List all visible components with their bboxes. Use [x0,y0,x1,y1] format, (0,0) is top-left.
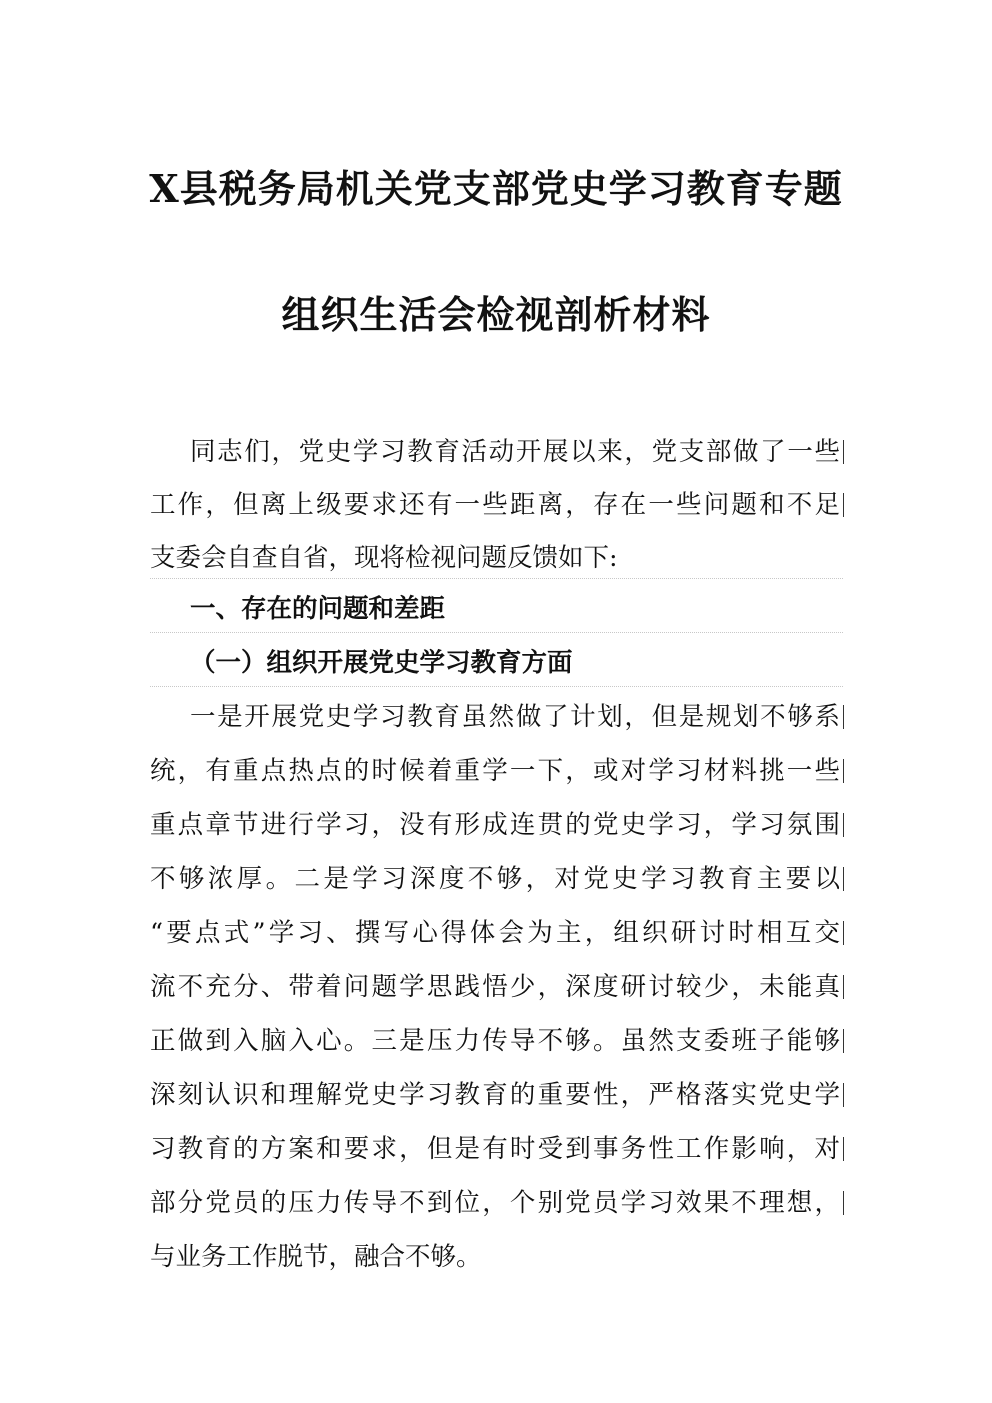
body-line: 不够浓厚。二是学习深度不够，对党史学习教育主要以 [150,864,840,894]
margin-mark [843,813,844,837]
margin-mark [843,440,844,464]
body-line: 流不充分、带着问题学思践悟少，深度研讨较少，未能真 [150,972,840,1002]
body-line: 一是开展党史学习教育虽然做了计划，但是规划不够系 [190,702,840,732]
margin-mark [843,493,844,517]
margin-mark [843,975,844,999]
paragraph-divider [150,686,843,687]
body-line: 部分党员的压力传导不到位，个别党员学习效果不理想， [150,1188,840,1218]
margin-mark [843,759,844,783]
section-heading: 一、存在的问题和差距 [190,594,446,624]
body-line: 正做到入脑入心。三是压力传导不够。虽然支委班子能够 [150,1026,840,1056]
margin-mark [843,705,844,729]
body-line: 深刻认识和理解党史学习教育的重要性，严格落实党史学 [150,1080,840,1110]
intro-line: 同志们，党史学习教育活动开展以来，党支部做了一些 [190,437,840,467]
margin-mark [843,1029,844,1053]
intro-line: 工作，但离上级要求还有一些距离，存在一些问题和不足 [150,490,840,520]
body-line: “要点式”学习、撰写心得体会为主，组织研讨时相互交 [150,918,840,948]
margin-mark [843,1191,844,1215]
margin-mark [843,1137,844,1161]
subsection-heading: （一）组织开展党史学习教育方面 [190,648,573,678]
paragraph-divider [150,578,843,579]
title-line-2: 组织生活会检视剖析材料 [281,292,711,337]
margin-mark [843,867,844,891]
paragraph-divider [150,632,843,633]
margin-mark [843,921,844,945]
body-line: 重点章节进行学习，没有形成连贯的党史学习，学习氛围 [150,810,840,840]
margin-mark [843,1083,844,1107]
body-line: 习教育的方案和要求，但是有时受到事务性工作影响，对 [150,1134,840,1164]
body-line: 统，有重点热点的时候着重学一下，或对学习材料挑一些 [150,756,840,786]
intro-line: 支委会自查自省，现将检视问题反馈如下: [150,543,618,573]
body-line: 与业务工作脱节，融合不够。 [150,1242,482,1272]
title-line-1: X县税务局机关党支部党史学习教育专题 [149,166,843,211]
